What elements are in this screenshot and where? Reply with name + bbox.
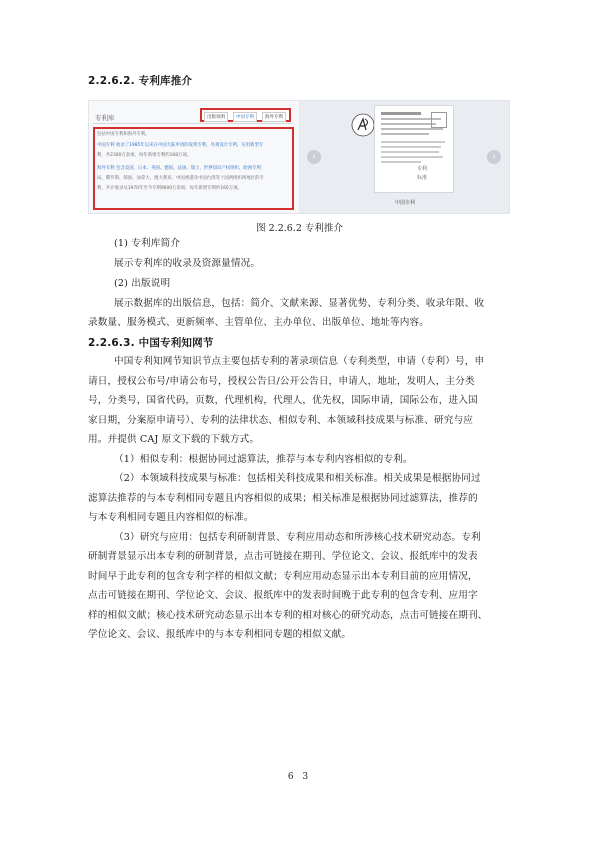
body-line: 研制背景显示出本专利的研制背景，点击可链接在期刊、学位论文、会议、报纸库中的发表 (88, 551, 478, 562)
body-line: 展示专利库的收录及资源量情况。 (114, 258, 261, 269)
body-line: （1）相似专利：根据协同过滤算法，推荐与本专利内容相似的专利。 (114, 454, 413, 465)
body-line: （2）本领域科技成果与标准：包括相关科技成果和相关标准。相关成果是根据协同过 (114, 473, 481, 484)
figure-footer-label: 中国专利 (395, 200, 416, 206)
body-line: 录数量、服务模式、更新频率、主管单位、主办单位、出版单位、地址等内容。 (88, 317, 430, 328)
page-number: 6 3 (287, 772, 312, 782)
section-heading-2-2-6-3: 2.2.6.3. 中国专利知网节 (88, 337, 214, 349)
body-line: 时间早于此专利的包含专利字样的相似文献；专利应用动态显示出本专利目前的应用情况， (88, 571, 478, 582)
figure-tab-overseas-patent: 海外专利 (262, 112, 286, 122)
figure-line: 局、俄罗斯、韩国、加拿大、澳大利亚、中国香港及中国台湾等十国两组织两地区的专 (97, 176, 264, 181)
chevron-left-icon: ‹ (307, 150, 321, 164)
body-line: (2) 出版说明 (114, 278, 171, 289)
figure-tab-publication-notes: 出版说明 (204, 112, 228, 122)
patent-library-figure (88, 100, 510, 214)
figure-divider (93, 123, 293, 124)
body-line: 家日期，分案原申请号）、专利的法律状态、相似专利、本领域科技成果与标准、研究与应 (88, 415, 473, 426)
body-line: 展示数据库的出版信息，包括：简介、文献来源、显著优势、专利分类、收录年限、收 (114, 298, 485, 309)
figure-line: 利，共2300万余项，每年新增专利约168万项。 (97, 153, 192, 158)
body-line: （3）研究与应用：包括专利研制背景、专利应用动态和所涉核心技术研究动态。专利 (114, 532, 481, 543)
figure-side-label: 专利 (417, 166, 428, 172)
figure-tab-group (200, 108, 291, 122)
chevron-right-icon: › (487, 150, 501, 164)
figure-line: 海外专利 包含美国、日本、英国、德国、法国、瑞士、世界知识产权组织、欧洲专利 (97, 166, 261, 171)
body-line: 与本专利相同专题且内容相似的标准。 (88, 512, 254, 523)
body-line: (1) 专利库简介 (114, 238, 180, 249)
body-line: 请日，授权公布号/申请公布号，授权公告日/公开公告日，申请人，地址，发明人，主分类 (88, 376, 475, 387)
body-line: 用。并提供 CAJ 原文下载的下载方式。 (88, 434, 260, 445)
figure-side-labels (417, 165, 427, 183)
cnki-logo-icon (351, 113, 375, 137)
figure-caption: 图 2.2.6.2 专利推介 (256, 223, 343, 234)
figure-panel-title: 专利库 (95, 114, 115, 122)
figure-right-panel (299, 101, 509, 213)
figure-tab-china-patent: 中国专利 (233, 112, 257, 122)
section-heading-2-2-6-2: 2.2.6.2. 专利库推介 (88, 75, 193, 87)
figure-line: 利，共计收录从1970年至今专利9600万余项，每年新增专利约160万项。 (97, 186, 242, 191)
patent-document-preview (374, 105, 454, 193)
body-line: 点击可链接在期刊、学位论文、会议、报纸库中的发表时间晚于此专利的包含专利、应用字 (88, 590, 478, 601)
body-line: 样的相似文献；核心技术研究动态显示出本专利的相对核心的研究动态，点击可链接在期刊、 (88, 610, 488, 621)
body-line: 号，分类号，国省代码，页数，代理机构，代理人，优先权，国际申请，国际公布，进入国 (88, 395, 478, 406)
figure-side-label: 标准 (417, 175, 428, 181)
body-line: 学位论文、会议、报纸库中的与本专利相同专题的相似文献。 (88, 629, 352, 640)
figure-line: 中国专利 收录了1985年以来在中国大陆申请的发明专利、外观设计专利、实用新型专 (97, 143, 264, 148)
figure-line: 包括中国专利和海外专利。 (97, 132, 150, 137)
body-line: 中国专利知网节知识节点主要包括专利的著录项信息（专利类型，申请（专利）号，申 (114, 356, 485, 367)
body-line: 滤算法推荐的与本专利相同专题且内容相似的成果；相关标准是根据协同过滤算法，推荐的 (88, 493, 478, 504)
figure-left-panel (89, 101, 299, 213)
